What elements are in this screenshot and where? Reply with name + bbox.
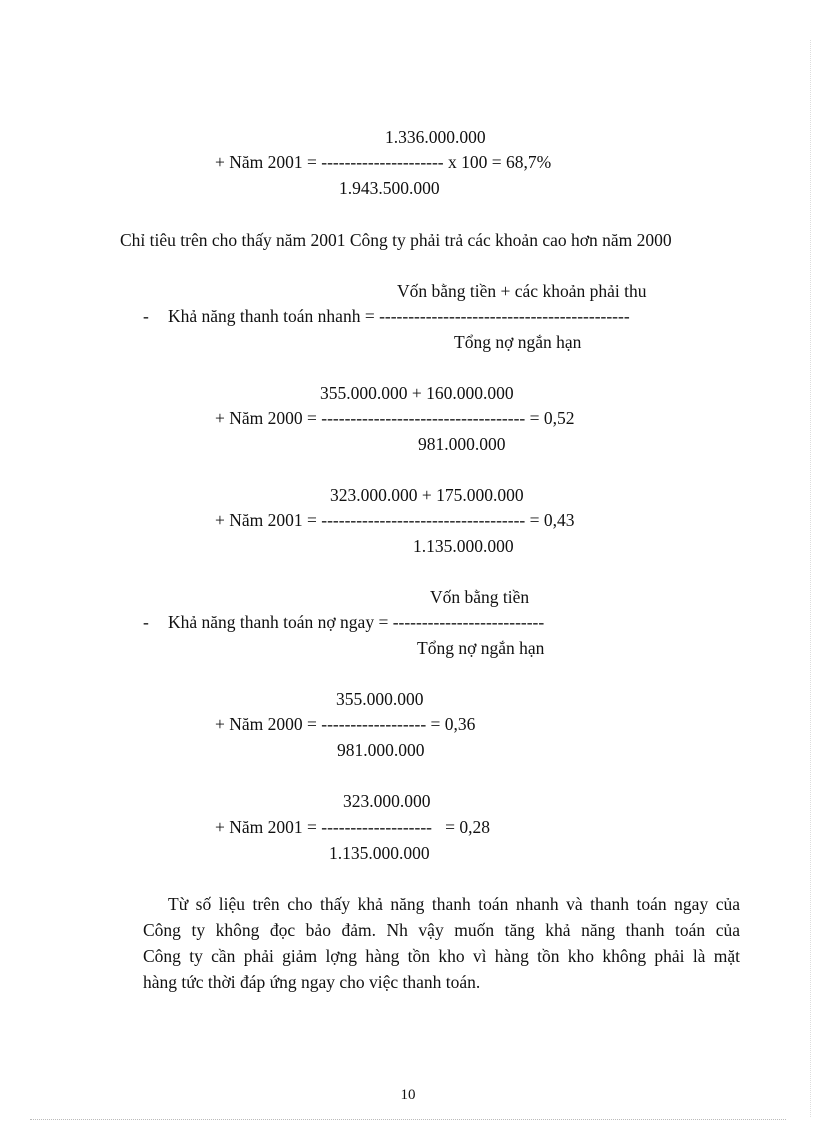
footer-rule: [30, 1119, 786, 1120]
cash-2000-denominator: 981.000.000: [337, 740, 425, 760]
cash-2000-equation: + Năm 2000 = ------------------ = 0,36: [215, 714, 476, 734]
cash-2001-denominator: 1.135.000.000: [329, 843, 430, 863]
quick-2000-equation: + Năm 2000 = ----------------------------------- = 0,52: [215, 408, 575, 428]
quick-2000-denominator: 981.000.000: [418, 434, 506, 454]
block1-numerator: 1.336.000.000: [385, 127, 486, 147]
quick-2000-numerator: 355.000.000 + 160.000.000: [320, 383, 514, 403]
conclusion-line-3: Công ty cần phải giảm lợng hàng tồn kho vì hàng tồn kho không phải là mặt: [143, 946, 740, 966]
quick-ratio-denominator: Tổng nợ ngắn hạn: [454, 332, 582, 352]
block1-denominator: 1.943.500.000: [339, 178, 440, 198]
cash-ratio-dash: -: [143, 612, 149, 632]
conclusion-line-1: Từ số liệu trên cho thấy khả năng thanh toán nhanh và thanh toán ngay của: [168, 894, 740, 914]
quick-ratio-dash: -: [143, 306, 149, 326]
conclusion-line-4: hàng tức thời đáp ứng ngay cho việc thanh toán.: [143, 972, 481, 992]
cash-ratio-label: Khả năng thanh toán nợ ngay = --------------------------: [168, 612, 545, 632]
quick-2001-equation: + Năm 2001 = ----------------------------------- = 0,43: [215, 510, 575, 530]
block1-equation: + Năm 2001 = --------------------- x 100 = 68,7%: [215, 152, 552, 172]
comment-line: Chỉ tiêu trên cho thấy năm 2001 Công ty phải trả các khoản cao hơn năm 2000: [120, 230, 672, 250]
cash-ratio-numerator: Vốn bằng tiền: [430, 587, 530, 607]
cash-2001-equation: + Năm 2001 = ------------------- = 0,28: [215, 817, 490, 837]
cash-2000-numerator: 355.000.000: [336, 689, 424, 709]
margin-rule: [810, 40, 811, 1117]
page-number: 10: [400, 1087, 416, 1103]
cash-ratio-denominator: Tổng nợ ngắn hạn: [417, 638, 545, 658]
quick-ratio-numerator: Vốn bằng tiền + các khoản phải thu: [397, 281, 647, 301]
quick-ratio-label: Khả năng thanh toán nhanh = -------------------------------------------: [168, 306, 630, 326]
cash-2001-numerator: 323.000.000: [343, 791, 431, 811]
conclusion-paragraph: [143, 891, 740, 995]
conclusion-line-2: Công ty không đọc bảo đảm. Nh vậy muốn tăng khả năng thanh toán của: [143, 920, 740, 940]
quick-2001-numerator: 323.000.000 + 175.000.000: [330, 485, 524, 505]
quick-2001-denominator: 1.135.000.000: [413, 536, 514, 556]
